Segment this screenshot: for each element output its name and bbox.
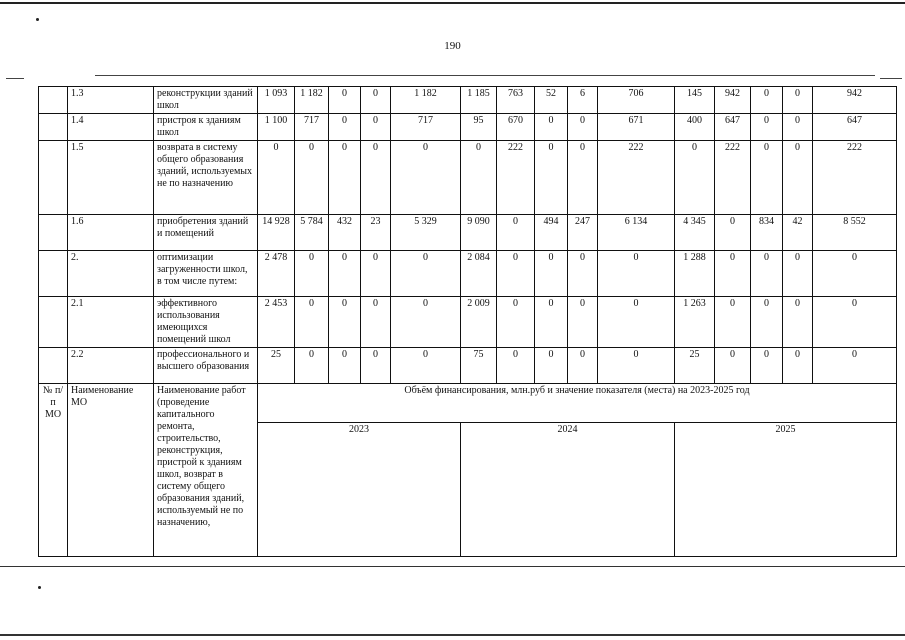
row-value-cell: 8 552 (813, 215, 897, 251)
row-value-cell: 0 (497, 251, 535, 297)
row-value-cell: 647 (715, 114, 751, 141)
row-value-cell: 0 (361, 87, 391, 114)
table-row (39, 348, 897, 384)
row-number: 1.3 (68, 87, 154, 114)
row-value-cell: 1 100 (258, 114, 295, 141)
header-year-2023: 2023 (258, 423, 461, 557)
row-value-cell: 717 (391, 114, 461, 141)
row-value-cell: 0 (535, 114, 568, 141)
row-value-cell: 222 (497, 141, 535, 215)
row-value-cell: 2 009 (461, 297, 497, 348)
scan-line-fragment (880, 78, 902, 79)
row-value-cell: 0 (715, 297, 751, 348)
row-value-cell: 0 (783, 297, 813, 348)
row-value-cell: 0 (361, 251, 391, 297)
table-row (39, 141, 897, 215)
row-value-cell: 1 288 (675, 251, 715, 297)
row-mo-cell (39, 87, 68, 114)
row-value-cell: 942 (715, 87, 751, 114)
row-value-cell: 671 (598, 114, 675, 141)
row-mo-cell (39, 297, 68, 348)
row-value-cell: 0 (751, 87, 783, 114)
row-value-cell: 0 (598, 297, 675, 348)
header-col-number: № п/п МО (39, 384, 68, 557)
row-number: 1.4 (68, 114, 154, 141)
financing-table (38, 86, 897, 557)
row-value-cell: 0 (497, 215, 535, 251)
row-value-cell: 0 (391, 297, 461, 348)
row-value-cell: 432 (329, 215, 361, 251)
row-number: 2.1 (68, 297, 154, 348)
row-value-cell: 14 928 (258, 215, 295, 251)
row-value-cell: 222 (813, 141, 897, 215)
row-value-cell: 0 (361, 348, 391, 384)
row-value-cell: 0 (751, 348, 783, 384)
row-value-cell: 0 (329, 251, 361, 297)
row-value-cell: 0 (783, 114, 813, 141)
row-value-cell: 0 (751, 114, 783, 141)
row-number: 1.6 (68, 215, 154, 251)
row-value-cell: 0 (391, 348, 461, 384)
row-value-cell: 23 (361, 215, 391, 251)
row-value-cell: 942 (813, 87, 897, 114)
row-value-cell: 1 263 (675, 297, 715, 348)
row-value-cell: 494 (535, 215, 568, 251)
row-value-cell: 0 (295, 297, 329, 348)
row-value-cell: 0 (783, 87, 813, 114)
row-work-name: эффективного использования имеющихся помещений школ (154, 297, 258, 348)
table-top-rule (95, 75, 875, 76)
row-work-name: профессионального и высшего образования (154, 348, 258, 384)
row-value-cell: 0 (329, 141, 361, 215)
header-financing: Объём финансирования, млн.руб и значение показателя (места) на 2023-2025 год (258, 384, 897, 423)
row-value-cell: 0 (497, 297, 535, 348)
row-value-cell: 0 (568, 251, 598, 297)
header-year-2025: 2025 (675, 423, 897, 557)
row-mo-cell (39, 215, 68, 251)
row-value-cell: 0 (391, 141, 461, 215)
row-value-cell: 75 (461, 348, 497, 384)
row-number: 1.5 (68, 141, 154, 215)
row-value-cell: 0 (535, 297, 568, 348)
row-value-cell: 0 (675, 141, 715, 215)
row-value-cell: 647 (813, 114, 897, 141)
row-value-cell: 6 134 (598, 215, 675, 251)
row-value-cell: 0 (329, 297, 361, 348)
row-value-cell: 2 453 (258, 297, 295, 348)
table-bottom-rule (0, 566, 905, 567)
row-value-cell: 0 (361, 141, 391, 215)
row-value-cell: 6 (568, 87, 598, 114)
header-col-works: Наименование работ (проведение капитального ремонта, строительство, реконструкция, пристрой к зданиям школ, возврат в систему общего образования зданий, используемый не по назначению, (154, 384, 258, 557)
row-value-cell: 25 (675, 348, 715, 384)
page-number: 190 (444, 40, 461, 52)
row-value-cell: 0 (391, 251, 461, 297)
header-row (39, 384, 897, 423)
row-value-cell: 222 (598, 141, 675, 215)
row-value-cell: 0 (751, 297, 783, 348)
table-body (39, 87, 897, 384)
row-value-cell: 763 (497, 87, 535, 114)
row-value-cell: 0 (361, 114, 391, 141)
row-value-cell: 247 (568, 215, 598, 251)
scan-edge-top (0, 2, 905, 4)
row-work-name: оптимизации загруженности школ, в том числе путем: (154, 251, 258, 297)
row-value-cell: 5 784 (295, 215, 329, 251)
table-row (39, 215, 897, 251)
row-value-cell: 222 (715, 141, 751, 215)
row-value-cell: 0 (361, 297, 391, 348)
row-value-cell: 0 (568, 114, 598, 141)
row-value-cell: 0 (715, 348, 751, 384)
header-col-mo: Наименование МО (68, 384, 154, 557)
row-value-cell: 0 (715, 251, 751, 297)
row-mo-cell (39, 348, 68, 384)
row-value-cell: 0 (568, 348, 598, 384)
row-value-cell: 25 (258, 348, 295, 384)
row-value-cell: 0 (568, 141, 598, 215)
row-value-cell: 0 (329, 348, 361, 384)
row-value-cell: 0 (535, 251, 568, 297)
row-value-cell: 0 (329, 87, 361, 114)
row-value-cell: 717 (295, 114, 329, 141)
row-value-cell: 1 185 (461, 87, 497, 114)
row-value-cell: 0 (295, 141, 329, 215)
row-value-cell: 2 084 (461, 251, 497, 297)
row-value-cell: 0 (598, 348, 675, 384)
row-value-cell: 0 (598, 251, 675, 297)
row-value-cell: 52 (535, 87, 568, 114)
row-mo-cell (39, 141, 68, 215)
scan-speck (38, 586, 41, 589)
row-value-cell: 0 (497, 348, 535, 384)
row-value-cell: 0 (783, 348, 813, 384)
row-value-cell: 1 093 (258, 87, 295, 114)
row-value-cell: 0 (751, 251, 783, 297)
row-value-cell: 9 090 (461, 215, 497, 251)
row-value-cell: 95 (461, 114, 497, 141)
row-value-cell: 0 (258, 141, 295, 215)
row-value-cell: 1 182 (295, 87, 329, 114)
row-work-name: возврата в систему общего образования зданий, используемых не по назначению (154, 141, 258, 215)
row-value-cell: 0 (295, 251, 329, 297)
row-mo-cell (39, 251, 68, 297)
row-work-name: пристроя к зданиям школ (154, 114, 258, 141)
row-value-cell: 145 (675, 87, 715, 114)
table-row (39, 297, 897, 348)
table-row (39, 87, 897, 114)
row-mo-cell (39, 114, 68, 141)
row-value-cell: 4 345 (675, 215, 715, 251)
table-row (39, 251, 897, 297)
table-header-block (39, 384, 897, 557)
scan-line-fragment (6, 78, 24, 79)
scan-edge-bottom (0, 634, 905, 636)
row-value-cell: 0 (535, 141, 568, 215)
table-row (39, 114, 897, 141)
header-year-2024: 2024 (461, 423, 675, 557)
row-value-cell: 5 329 (391, 215, 461, 251)
row-number: 2.2 (68, 348, 154, 384)
row-value-cell: 0 (715, 215, 751, 251)
row-value-cell: 0 (751, 141, 783, 215)
row-value-cell: 0 (783, 251, 813, 297)
scan-speck (36, 18, 39, 21)
row-value-cell: 0 (535, 348, 568, 384)
row-value-cell: 2 478 (258, 251, 295, 297)
row-value-cell: 0 (813, 297, 897, 348)
row-work-name: приобретения зданий и помещений (154, 215, 258, 251)
row-value-cell: 0 (813, 348, 897, 384)
row-value-cell: 670 (497, 114, 535, 141)
row-value-cell: 0 (461, 141, 497, 215)
row-value-cell: 0 (329, 114, 361, 141)
row-work-name: реконструкции зданий школ (154, 87, 258, 114)
row-value-cell: 400 (675, 114, 715, 141)
row-number: 2. (68, 251, 154, 297)
row-value-cell: 1 182 (391, 87, 461, 114)
row-value-cell: 42 (783, 215, 813, 251)
row-value-cell: 0 (813, 251, 897, 297)
row-value-cell: 834 (751, 215, 783, 251)
row-value-cell: 0 (568, 297, 598, 348)
row-value-cell: 706 (598, 87, 675, 114)
row-value-cell: 0 (295, 348, 329, 384)
row-value-cell: 0 (783, 141, 813, 215)
